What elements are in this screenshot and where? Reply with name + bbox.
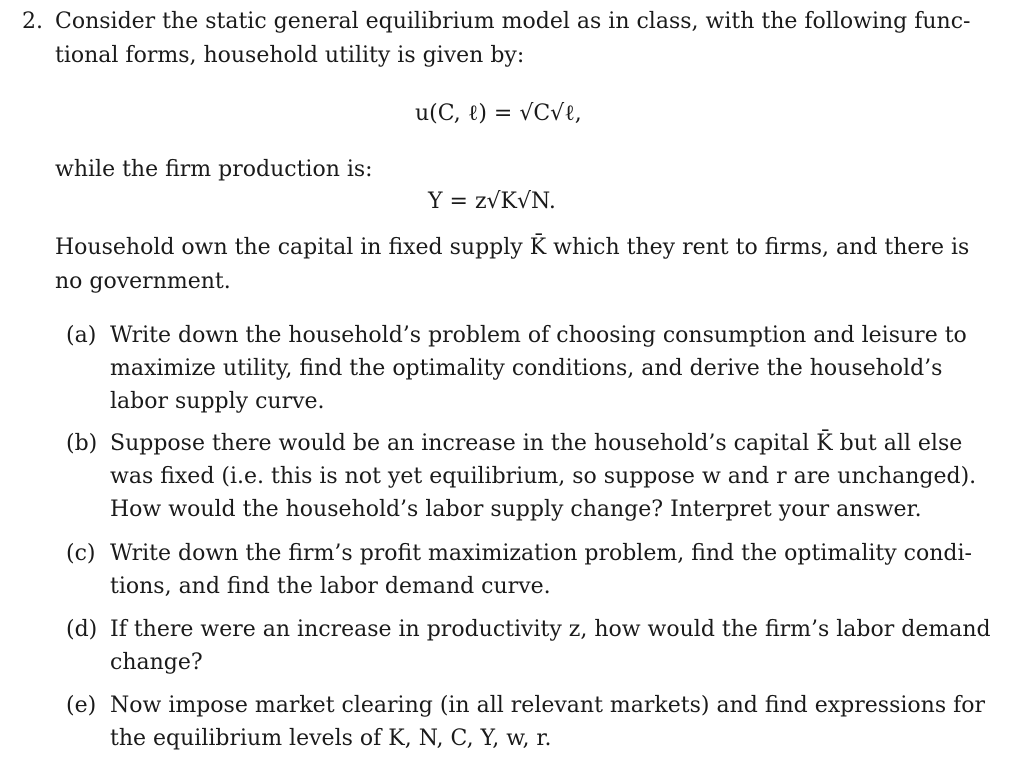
part-a-line-2: maximize utility, find the optimality conditions, and derive the household’s <box>110 356 943 381</box>
part-a-line-3: labor supply curve. <box>110 389 325 414</box>
part-b-line-2: was fixed (i.e. this is not yet equilibrium, so suppose w and r are unchanged). <box>110 464 977 489</box>
part-b-line-3: How would the household’s labor supply change? Interpret your answer. <box>110 497 922 522</box>
intro-line-1: Consider the static general equilibrium model as in class, with the following func- <box>55 9 971 34</box>
part-e-label: (e) <box>66 693 97 718</box>
intro-line-2: tional forms, household utility is given by: <box>55 43 525 68</box>
part-a-line-1: Write down the household’s problem of choosing consumption and leisure to <box>110 323 967 348</box>
problem-number: 2. <box>22 9 43 34</box>
part-d-line-1: If there were an increase in productivity z, how would the firm’s labor demand <box>110 617 991 642</box>
part-d-label: (d) <box>66 617 98 642</box>
part-b-label: (b) <box>66 431 98 456</box>
production-equation: Y = z√K√N. <box>428 189 556 214</box>
part-b-line-1: Suppose there would be an increase in the household’s capital K̄ but all else <box>110 431 963 456</box>
production-intro: while the firm production is: <box>55 157 373 182</box>
part-a-label: (a) <box>66 323 97 348</box>
household-line-1: Household own the capital in fixed supply K̄ which they rent to firms, and there is <box>55 235 970 260</box>
household-line-2: no government. <box>55 269 231 294</box>
part-c-label: (c) <box>66 541 96 566</box>
part-e-line-1: Now impose market clearing (in all relevant markets) and find expressions for <box>110 693 986 718</box>
part-c-line-2: tions, and find the labor demand curve. <box>110 574 551 599</box>
part-e-line-2: the equilibrium levels of K, N, C, Y, w, r. <box>110 726 552 751</box>
utility-equation: u(C, ℓ) = √C√ℓ, <box>415 101 582 126</box>
part-c-line-1: Write down the firm’s profit maximization problem, find the optimality condi- <box>110 541 972 566</box>
part-d-line-2: change? <box>110 650 203 675</box>
